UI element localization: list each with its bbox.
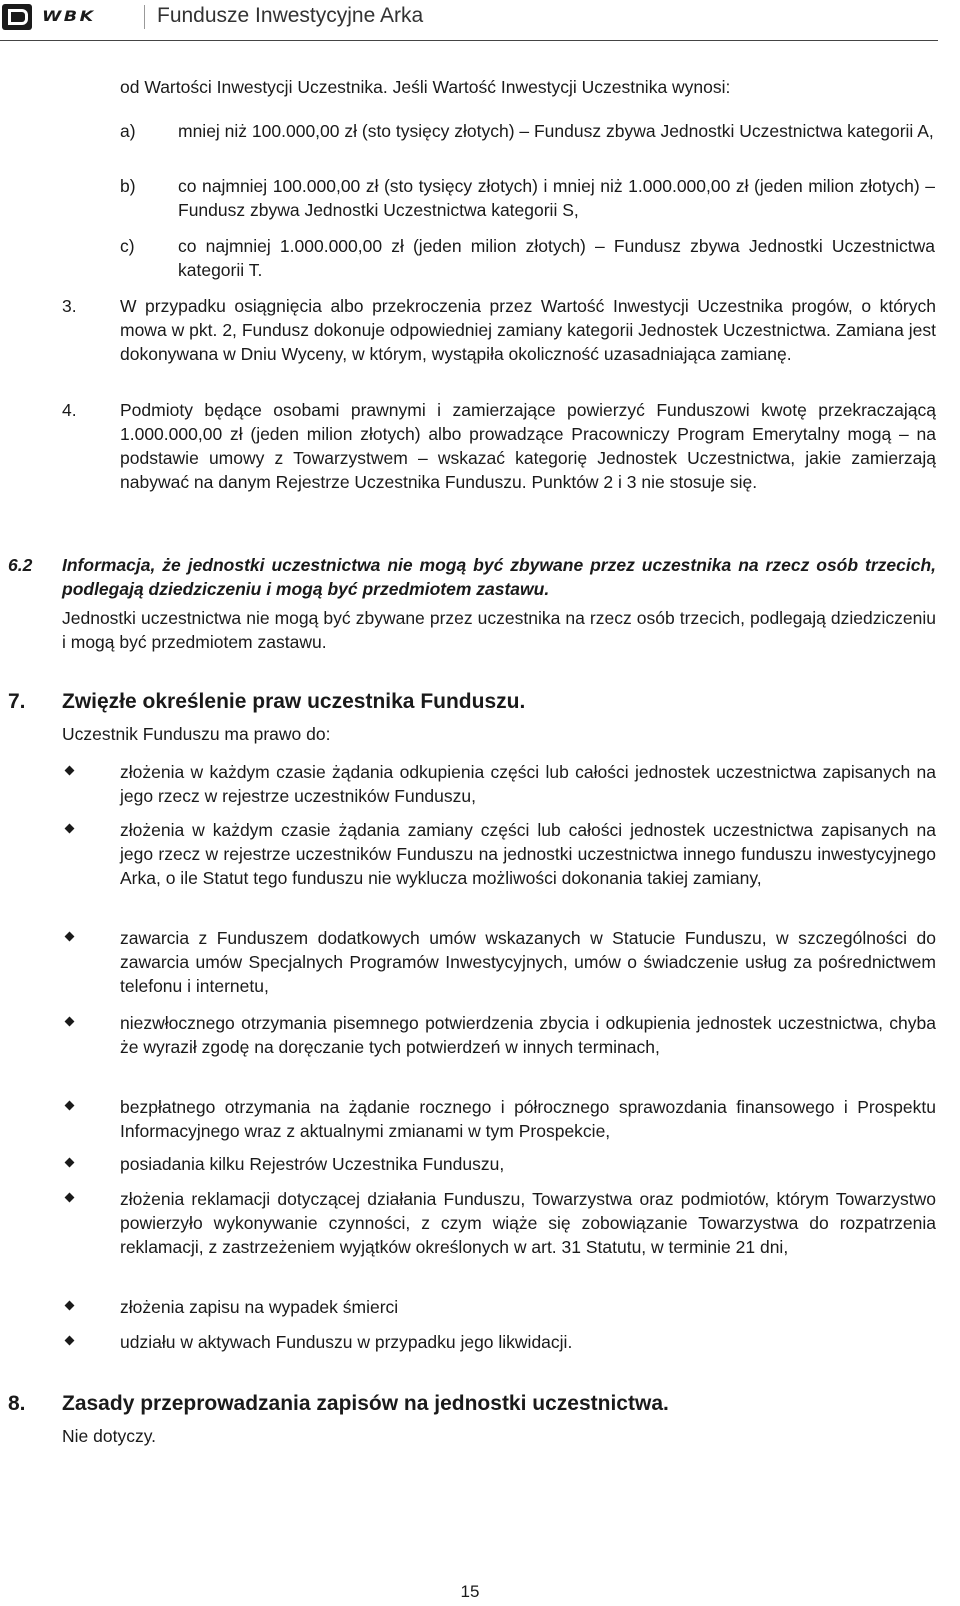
rights-item: posiadania kilku Rejestrów Uczestnika Funduszu, <box>120 1154 505 1174</box>
header-rule <box>0 40 938 41</box>
page-number: 15 <box>460 1582 480 1601</box>
header-title: Fundusze Inwestycyjne Arka <box>157 4 424 27</box>
rights-item: niezwłocznego otrzymania pisemnego potwierdzenia zbycia i odkupienia jednostek uczestnictwa, chyba że wyraził zgodę na doręczanie tych potwierdzeń w innych terminach, <box>120 1013 936 1057</box>
point-4-text: Podmioty będące osobami prawnymi i zamierzające powierzyć Funduszowi kwotę przekraczającą 1.000.000,00 zł (jeden milion złotych) albo prowadzące Pracowniczy Program Emerytalny mogą – na podstawie umowy z Towarzystwem – wskazać kategorię Jednostek Uczestnictwa, jakie zamierzają nabywać na danym Rejestrze Uczestnika Funduszu. Punktów 2 i 3 nie stosuje się. <box>120 400 936 492</box>
bullet-icon <box>65 1193 75 1203</box>
header-divider <box>144 5 145 29</box>
rights-item: złożenia w każdym czasie żądania zamiany części lub całości jednostek uczestnictwa zapisanych na jego rzecz w rejestrze uczestników Funduszu na jednostki uczestnictwa innego funduszu inwestycyjnego Arka, o ile Statut tego funduszu nie wyklucza możliwości dokonania takiej zamiany, <box>120 820 936 888</box>
item-c-label: c) <box>120 236 135 256</box>
section-8-number: 8. <box>8 1392 26 1415</box>
section-7-heading: Zwięzłe określenie praw uczestnika Funduszu. <box>62 690 526 713</box>
section-6-2-body: Jednostki uczestnictwa nie mogą być zbywane przez uczestnika na rzecz osób trzecich, podlegają dziedziczeniu i mogą być przedmiotem zastawu. <box>62 608 936 652</box>
section-7-number: 7. <box>8 690 26 713</box>
point-3-number: 3. <box>62 296 77 316</box>
point-4-number: 4. <box>62 400 77 420</box>
point-3-text: W przypadku osiągnięcia albo przekroczenia przez Wartość Inwestycji Uczestnika progów, o których mowa w pkt. 2, Fundusz dokonuje odpowiedniej zamiany kategorii Jednostek Uczestnictwa. Zamiana jest dokonywana w Dniu Wyceny, w którym, wystąpiła okoliczność uzasadniająca zamianę. <box>120 296 936 364</box>
section-6-2-number: 6.2 <box>8 555 33 575</box>
item-a-text: mniej niż 100.000,00 zł (sto tysięcy złotych) – Fundusz zbywa Jednostki Uczestnictwa kategorii A, <box>178 121 934 141</box>
bullet-icon <box>65 1158 75 1168</box>
item-a-label: a) <box>120 121 136 141</box>
bullet-icon <box>65 1101 75 1111</box>
item-b-label: b) <box>120 176 136 196</box>
rights-item: złożenia zapisu na wypadek śmierci <box>120 1297 399 1317</box>
section-6-2-heading: Informacja, że jednostki uczestnictwa nie mogą być zbywane przez uczestnika na rzecz osób trzecich, podlegają dziedziczeniu i mogą być przedmiotem zastawu. <box>62 555 936 599</box>
bullet-icon <box>65 1336 75 1346</box>
bullet-icon <box>65 766 75 776</box>
rights-item: bezpłatnego otrzymania na żądanie rocznego i półrocznego sprawozdania finansowego i Prospektu Informacyjnego wraz z aktualnymi zmianami w tym Prospekcie, <box>120 1097 936 1141</box>
rights-item: złożenia w każdym czasie żądania odkupienia części lub całości jednostek uczestnictwa zapisanych na jego rzecz w rejestrze uczestników Funduszu, <box>120 762 936 806</box>
rights-item: zawarcia z Funduszem dodatkowych umów wskazanych w Statucie Funduszu, w szczególności do zawarcia umów Specjalnych Programów Inwestycyjnych, umów o świadczenie usług za pośrednictwem telefonu i internetu, <box>120 928 936 996</box>
brand-wordmark: WBK <box>42 9 96 25</box>
bullet-icon <box>65 1017 75 1027</box>
bullet-icon <box>65 1301 75 1311</box>
intro-text: od Wartości Inwestycji Uczestnika. Jeśli Wartość Inwestycji Uczestnika wynosi: <box>120 77 731 97</box>
section-7-intro: Uczestnik Funduszu ma prawo do: <box>62 724 331 744</box>
bullet-icon <box>65 824 75 834</box>
section-8-heading: Zasady przeprowadzania zapisów na jednostki uczestnictwa. <box>62 1392 669 1415</box>
bullet-icon <box>65 932 75 942</box>
bank-logo-icon <box>2 4 32 30</box>
item-b-text: co najmniej 100.000,00 zł (sto tysięcy złotych) i mniej niż 1.000.000,00 zł (jeden milion złotych) – Fundusz zbywa Jednostki Uczestnictwa kategorii S, <box>178 176 935 220</box>
rights-item: udziału w aktywach Funduszu w przypadku jego likwidacji. <box>120 1332 573 1352</box>
rights-item: złożenia reklamacji dotyczącej działania Funduszu, Towarzystwa oraz podmiotów, którym Towarzystwo powierzyło wykonywanie czynności, z czym wiąże się zobowiązanie Towarzystwa do rozpatrzenia reklamacji, z zastrzeżeniem wyjątków określonych w art. 31 Statutu, w terminie 21 dni, <box>120 1189 936 1257</box>
section-8-body: Nie dotyczy. <box>62 1426 157 1446</box>
item-c-text: co najmniej 1.000.000,00 zł (jeden milion złotych) – Fundusz zbywa Jednostki Uczestnictwa kategorii T. <box>178 236 935 280</box>
page-header <box>0 0 960 42</box>
